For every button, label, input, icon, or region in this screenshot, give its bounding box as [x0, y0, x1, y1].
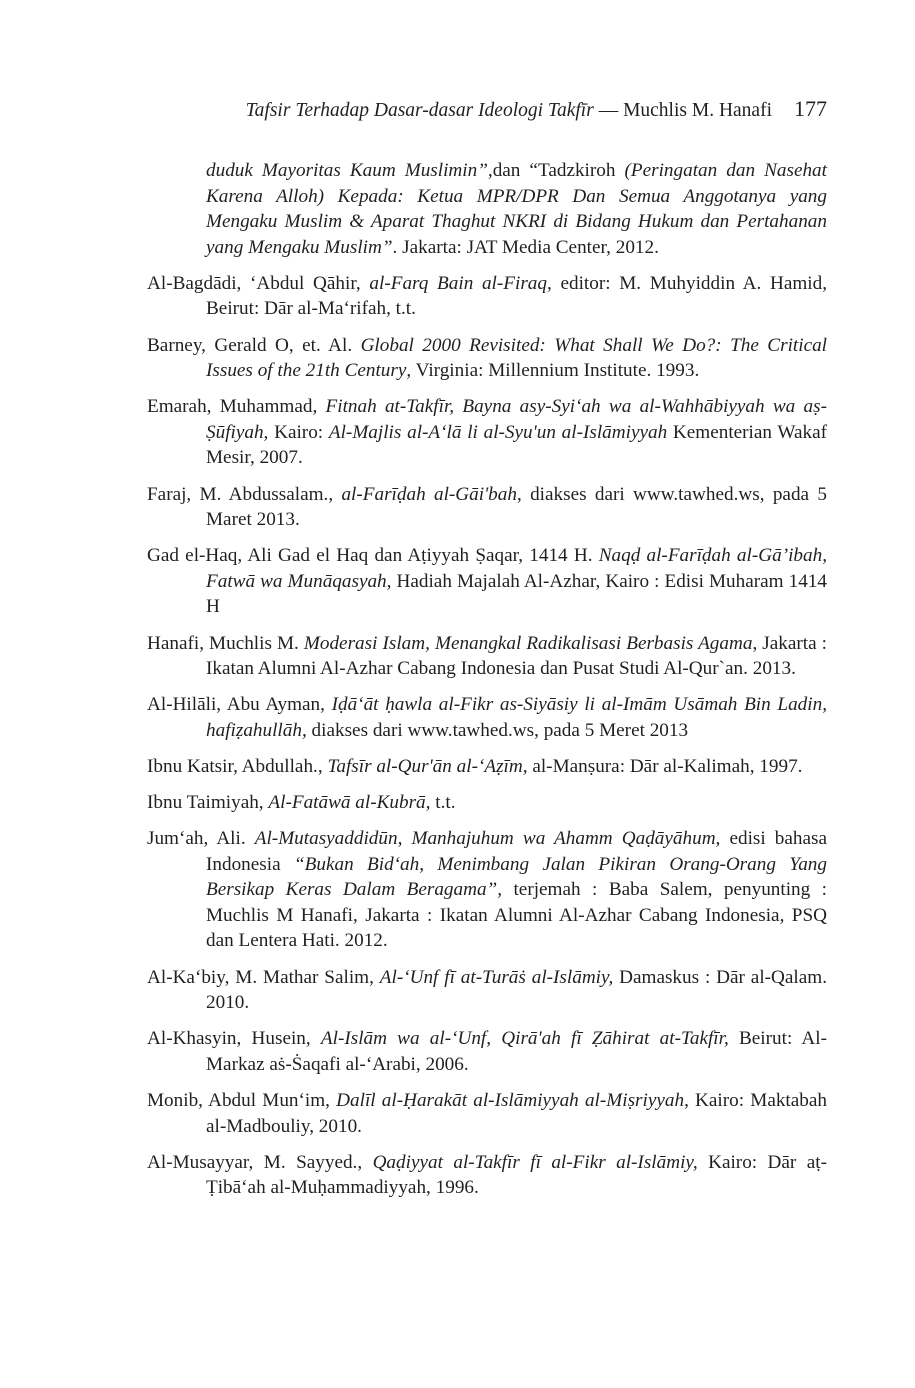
- bibliography-entry: [147, 1026, 827, 1077]
- bibliography-entry: [147, 631, 827, 682]
- bibliography-entry: [147, 790, 827, 816]
- bibliography-entry: [147, 826, 827, 954]
- bibliography-entry: [147, 965, 827, 1016]
- entry-text: diakses dari www.tawhed.ws, pada 5 Meret 2013: [306, 719, 689, 741]
- entry-text: Jum‘ah, Ali.: [147, 828, 255, 850]
- entry-text: Hadiah Majalah Al-Azhar, Kairo : Edisi Muharam 1414 H: [206, 570, 827, 618]
- entry-text: , Jakarta : Ikatan Alumni Al-Azhar Cabang Indonesia dan Pusat Studi Al-Qur`an. 2013.: [206, 632, 827, 680]
- entry-text: Al-Musayyar, M. Sayyed.,: [147, 1151, 373, 1173]
- entry-text: Kairo: Dār aṭ-Ṭibā‘ah al-Muḥammadiyyah, 1996.: [206, 1151, 827, 1199]
- entry-text: al-Manṣura: Dār al-Kalimah, 1997.: [527, 755, 803, 777]
- entry-text: Monib, Abdul Mun‘im,: [147, 1089, 337, 1111]
- entry-text: Faraj, M. Abdussalam.,: [147, 483, 342, 505]
- page-number: 177: [794, 96, 827, 121]
- bibliography-entry: [147, 333, 827, 384]
- entry-text: Ibnu Katsir, Abdullah.,: [147, 755, 328, 777]
- entry-title-text: duduk Mayoritas Kaum Muslimin”,: [206, 160, 493, 181]
- entry-title-text: Al-‘Unf fī at-Turāṡ al-Islāmiy,: [379, 966, 614, 988]
- entry-title-text: Dalīl al-Ḥarakāt al-Islāmiyyah al-Miṣriyyah: [336, 1089, 685, 1111]
- entry-title-text: Moderasi Islam, Menangkal Radikalisasi Berbasis Agama: [303, 632, 753, 654]
- entry-text: Al-Bagdādi, ‘Abdul Qāhir,: [147, 272, 370, 294]
- entry-title-text: al-Farq Bain al-Firaq: [369, 272, 547, 294]
- entry-text: , editor: M. Muhyiddin A. Hamid, Beirut: Dār al-Ma‘rifah, t.t.: [206, 272, 827, 320]
- entry-text: Beirut: Al-Markaz aṡ-Ṡaqafi al-‘Arabi, 2006.: [206, 1028, 827, 1075]
- bibliography-entry: [147, 158, 827, 260]
- header-author: Muchlis M. Hanafi: [623, 100, 772, 121]
- entry-title-text: “Bukan Bid‘ah, Menimbang Jalan Pikiran Orang-Orang Yang Bersikap Keras Dalam Beragama”,: [206, 853, 827, 901]
- entry-text: Al-Ka‘biy, M. Mathar Salim,: [147, 966, 380, 988]
- header-separator: —: [593, 100, 624, 121]
- bibliography-list: [147, 158, 827, 1211]
- entry-text: , diakses dari www.tawhed.ws, pada 5 Maret 2013.: [206, 483, 827, 531]
- entry-title-text: Al-Islām wa al-‘Unf, Qirā'ah fī Ẓāhirat at-Takfīr,: [320, 1028, 729, 1050]
- bibliography-entry: [147, 1088, 827, 1139]
- entry-title-text: Iḍā‘āt ḥawla al-Fikr as-Siyāsiy li al-Imām Usāmah Bin Ladin, hafiẓahullāh,: [206, 694, 827, 741]
- entry-title-text: Naqḍ al-Farīḍah al-Gā’ibah, Fatwā wa Munāqasyah,: [206, 545, 827, 592]
- entry-text: Barney, Gerald O, et. Al.: [147, 334, 361, 356]
- entry-text: Damaskus : Dār al-Qalam. 2010.: [206, 966, 827, 1014]
- entry-text: Al-Hilāli, Abu Ayman,: [147, 694, 332, 716]
- entry-text: dan “Tadzkiroh: [492, 160, 625, 181]
- entry-title-text: al-Farīḍah al-Gāi'bah: [341, 483, 517, 505]
- bibliography-entry: [147, 754, 827, 780]
- bibliography-entry: [147, 394, 827, 471]
- bibliography-entry: [147, 692, 827, 743]
- entry-title-text: Tafsīr al-Qur'ān al-‘Aẓīm,: [327, 755, 528, 777]
- entry-title-text: Global 2000 Revisited: What Shall We Do?: The Critical Issues of the 21th Century: [206, 334, 828, 382]
- entry-text: Al-Khasyin, Husein,: [147, 1028, 321, 1050]
- running-title-line: [246, 100, 772, 122]
- entry-text: Emarah, Muhammad,: [147, 396, 326, 418]
- bibliography-entry: [147, 271, 827, 322]
- entry-title-text: (Peringatan dan Nasehat Karena Alloh) Kepada: Ketua MPR/DPR Dan Semua Anggotanya yang Mengaku Muslim & Aparat Thaghut NKRI di Bidang Hukum dan Pertahanan yang Mengaku Muslim”: [206, 160, 827, 258]
- entry-title-text: Fitnah at-Takfīr, Bayna asy-Syi‘ah wa al-Wahhābiyyah wa aṣ-Ṣūfiyah,: [206, 396, 828, 443]
- entry-text: , Virginia: Millennium Institute. 1993.: [406, 360, 700, 382]
- entry-title-text: Al-Majlis al-A‘lā li al-Syu'un al-Islāmiyyah: [328, 421, 668, 443]
- bibliography-entry: [147, 1150, 827, 1201]
- entry-text: . Jakarta: JAT Media Center, 2012.: [392, 236, 659, 258]
- entry-text: Ibnu Taimiyah,: [147, 791, 269, 813]
- entry-title-text: Al-Mutasyaddidūn, Manhajuhum wa Ahamm Qaḍāyāhum,: [254, 828, 721, 850]
- entry-text: Kementerian Wakaf Mesir, 2007.: [206, 421, 827, 469]
- entry-text: Gad el-Haq, Ali Gad el Haq dan Aṭiyyah Ṣaqar, 1414 H.: [147, 545, 599, 567]
- bibliography-entry: [147, 482, 827, 533]
- running-title: Tafsir Terhadap Dasar-dasar Ideologi Takfīr: [245, 100, 594, 121]
- entry-text: t.t.: [430, 791, 456, 813]
- entry-title-text: Qaḍiyyat al-Takfīr fī al-Fikr al-Islāmiy,: [372, 1151, 698, 1173]
- entry-text: , Kairo: Maktabah al-Madbouliy, 2010.: [206, 1089, 827, 1137]
- entry-text: Kairo:: [268, 421, 329, 443]
- entry-title-text: Al-Fatāwā al-Kubrā,: [268, 791, 431, 813]
- running-header: [205, 96, 827, 122]
- bibliography-entry: [147, 543, 827, 620]
- entry-text: edisi bahasa Indonesia: [206, 828, 828, 875]
- entry-text: terjemah : Baba Salem, penyunting : Muchlis M Hanafi, Jakarta : Ikatan Alumni Al-Azhar Cabang Indonesia, PSQ dan Lentera Hati. 2012.: [206, 879, 828, 952]
- entry-text: Hanafi, Muchlis M.: [147, 632, 304, 654]
